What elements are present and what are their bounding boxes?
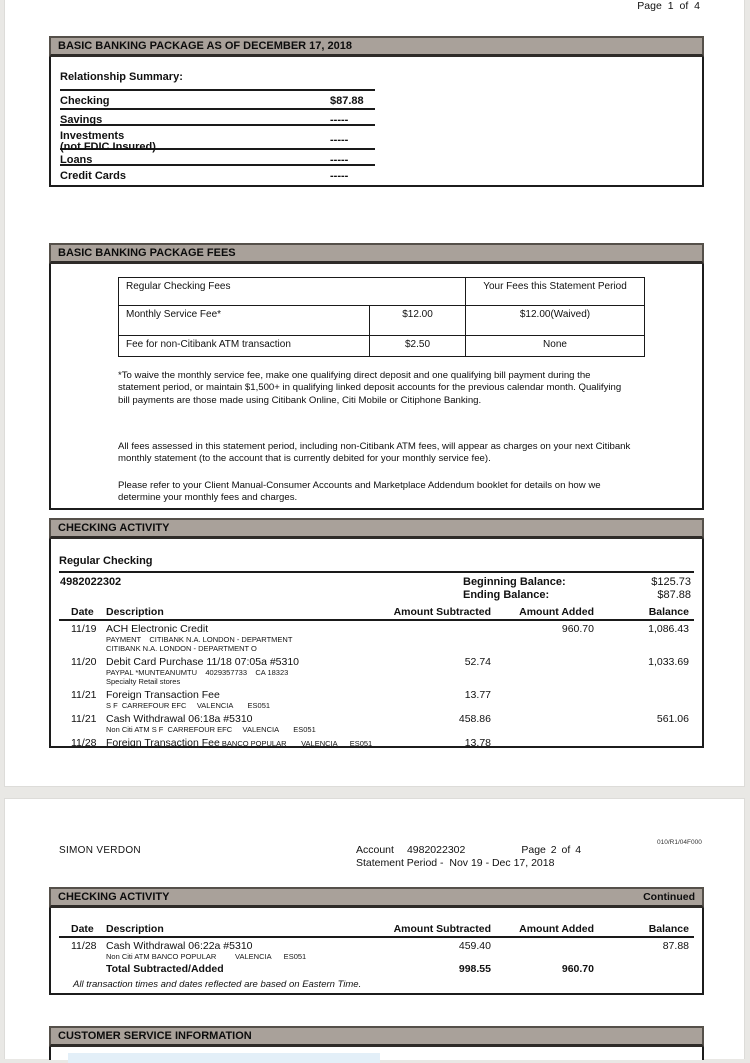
statement-page-1 [4, 0, 745, 787]
txn-amount-added: 960.70 [561, 623, 594, 635]
transaction-row [51, 623, 702, 653]
package-fees-box [49, 264, 704, 510]
page-number-label: Page 2 of 4 [521, 844, 582, 856]
fee-amount: $2.50 [370, 336, 466, 357]
summary-value: ----- [330, 134, 349, 146]
fee-period-amount: $12.00(Waived) [466, 306, 645, 336]
txn-balance: 1,086.43 [648, 623, 689, 635]
txn-amount-subtracted: 13.77 [464, 689, 491, 701]
summary-row-credit-cards [60, 166, 375, 180]
txn-description: Foreign Transaction Fee BANCO POPULAR VALENCIA ES051 [106, 737, 373, 749]
col-header-date: Date [71, 923, 94, 935]
txn-amount-subtracted: 458.86 [458, 713, 491, 725]
summary-value: $87.88 [330, 95, 364, 107]
txn-amount-subtracted: 459.40 [458, 940, 491, 952]
fee-name: Fee for non-Citibank ATM transaction [119, 336, 370, 357]
ending-balance-value: $87.88 [657, 589, 691, 601]
summary-label: Loans [60, 154, 93, 166]
txn-detail: Non Citi ATM BANCO POPULAR VALENCIA ES051 [106, 952, 307, 961]
section-header-checking-activity: CHECKING ACTIVITY [49, 518, 704, 539]
transaction-row [51, 656, 702, 686]
column-header-rule [59, 936, 694, 938]
fees-table [118, 277, 645, 357]
total-subtracted: 998.55 [458, 963, 491, 975]
account-number: 4982022302 [60, 576, 122, 588]
section-header-basic-banking-package: BASIC BANKING PACKAGE AS OF DECEMBER 17, 2018 [49, 36, 704, 57]
relationship-summary-title: Relationship Summary: [60, 69, 375, 91]
fees-note-client-manual: Please refer to your Client Manual-Consumer Accounts and Marketplace Addendum booklet for details on how we determine your monthly fees and charges. [118, 480, 601, 504]
col-header-balance: Balance [648, 606, 689, 618]
relationship-summary-box [49, 57, 704, 187]
summary-label: Investments [60, 130, 125, 142]
transaction-row [51, 940, 702, 961]
statement-period: Statement Period - Nov 19 - Dec 17, 2018 [356, 857, 555, 869]
txn-detail: Non Citi ATM S F CARREFOUR EFC VALENCIA ES051 [106, 725, 316, 734]
txn-date: 11/21 [71, 689, 97, 701]
account-type-label: Regular Checking [59, 555, 694, 573]
fee-amount: $12.00 [370, 306, 466, 336]
summary-label: Savings [60, 114, 103, 126]
customer-name: SIMON VERDON [59, 845, 141, 856]
txn-amount-subtracted: 52.74 [464, 656, 491, 668]
txn-detail: PAYMENT CITIBANK N.A. LONDON - DEPARTMENT [106, 635, 293, 644]
txn-detail: Specialty Retail stores [106, 677, 181, 686]
beginning-balance-label: Beginning Balance: [463, 576, 566, 588]
statement-page-2 [4, 798, 745, 1059]
ending-balance-label: Ending Balance: [463, 589, 550, 601]
col-header-amount-added: Amount Added [519, 923, 594, 935]
txn-detail: S F CARREFOUR EFC VALENCIA ES051 [106, 701, 271, 710]
form-code: 010/R1/04F000 [657, 839, 702, 846]
col-header-amount-subtracted: Amount Subtracted [393, 923, 491, 935]
txn-description-small: BANCO POPULAR VALENCIA ES051 [219, 739, 373, 748]
col-header-balance: Balance [648, 923, 689, 935]
fees-row-atm [119, 336, 645, 357]
account-line [356, 844, 581, 856]
transaction-list [51, 940, 702, 964]
column-header-rule [59, 619, 694, 621]
relationship-summary [60, 69, 375, 180]
summary-row-investments [60, 126, 375, 153]
txn-date: 11/28 [71, 737, 97, 749]
txn-detail: CITIBANK N.A. LONDON - DEPARTMENT O [106, 644, 257, 653]
summary-row-savings [60, 110, 375, 126]
summary-value: ----- [330, 114, 349, 126]
summary-row-checking [60, 91, 375, 110]
checking-activity-box [49, 539, 704, 748]
col-header-amount-added: Amount Added [519, 606, 594, 618]
col-header-description: Description [106, 923, 164, 935]
summary-label: Checking [60, 95, 110, 107]
total-added: 960.70 [561, 963, 594, 975]
total-label: Total Subtracted/Added [106, 963, 224, 975]
col-header-amount-subtracted: Amount Subtracted [393, 606, 491, 618]
txn-date: 11/28 [71, 940, 97, 952]
txn-detail: PAYPAL *MUNTEANUMTU 4029357733 CA 18323 [106, 668, 289, 677]
fees-note-waiver: *To waive the monthly service fee, make one qualifying direct deposit and one qualifying bill payment during the statement period, or maintain $1,500+ in qualifying linked deposit accounts for the previous calendar month. Qualifying bill payments are those made using Citibank Online, Citi Mobile or Citiphone Banking. [118, 370, 622, 406]
txn-balance: 561.06 [656, 713, 689, 725]
fees-row-monthly-service [119, 306, 645, 336]
beginning-balance-value: $125.73 [651, 576, 691, 588]
customer-service-box [49, 1047, 704, 1060]
fees-col-header-regular: Regular Checking Fees [119, 278, 466, 306]
txn-amount-subtracted: 13.78 [464, 737, 491, 749]
col-header-date: Date [71, 606, 94, 618]
summary-value: ----- [330, 170, 349, 182]
txn-date: 11/19 [71, 623, 97, 635]
fees-col-header-period: Your Fees this Statement Period [466, 278, 645, 306]
eastern-time-note: All transaction times and dates reflected are based on Eastern Time. [73, 979, 362, 990]
section-header-checking-activity-continued: CHECKING ACTIVITY Continued [49, 887, 704, 908]
col-header-description: Description [106, 606, 164, 618]
fee-name: Monthly Service Fee* [119, 306, 370, 336]
txn-date: 11/21 [71, 713, 97, 725]
section-header-customer-service: CUSTOMER SERVICE INFORMATION [49, 1026, 704, 1047]
txn-balance: 87.88 [662, 940, 689, 952]
txn-description: Debit Card Purchase 11/18 07:05a #5310 [106, 656, 300, 668]
fees-note-assessed: All fees assessed in this statement period, including non-Citibank ATM fees, will appear as charges on your next Citibank monthly statement (to the account that is currently debited for your monthly service fee). [118, 441, 631, 465]
fees-table-header-row [119, 278, 645, 306]
txn-description: Cash Withdrawal 06:18a #5310 [106, 713, 253, 725]
summary-value: ----- [330, 154, 349, 166]
highlight-bar [68, 1053, 380, 1063]
txn-description: Foreign Transaction Fee [106, 689, 220, 701]
transaction-list [51, 623, 702, 753]
summary-label-2: (not FDIC Insured) [60, 141, 156, 153]
transaction-row [51, 737, 702, 750]
account-label: Account [356, 844, 394, 856]
txn-description: Cash Withdrawal 06:22a #5310 [106, 940, 253, 952]
txn-date: 11/20 [71, 656, 97, 668]
page-number-label: Page 1 of 4 [637, 0, 700, 12]
continued-label: Continued [643, 891, 695, 903]
transaction-row [51, 689, 702, 710]
transaction-row [51, 713, 702, 734]
checking-activity-continued-box [49, 908, 704, 995]
txn-description: ACH Electronic Credit [106, 623, 209, 635]
section-header-package-fees: BASIC BANKING PACKAGE FEES [49, 243, 704, 264]
summary-label: Credit Cards [60, 170, 127, 182]
txn-balance: 1,033.69 [648, 656, 689, 668]
summary-row-loans [60, 150, 375, 166]
fee-period-amount: None [466, 336, 645, 357]
account-number: 4982022302 [406, 844, 466, 856]
